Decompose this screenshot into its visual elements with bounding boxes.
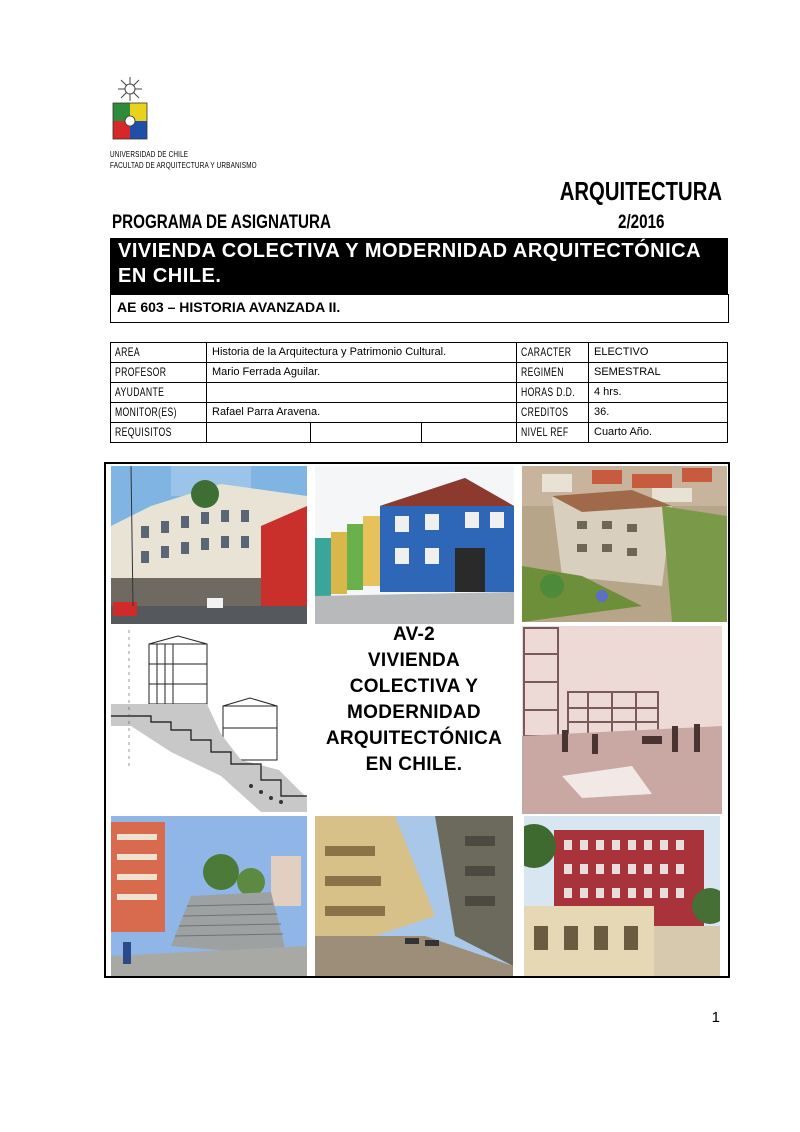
center-title-line: ARQUITECTÓNICA [325, 728, 503, 749]
regimen-label-cell: REGIMEN [517, 363, 589, 383]
requisitos-value-cell-3 [422, 423, 517, 442]
center-title-line: EN CHILE. [365, 754, 463, 775]
profesor-value-cell: Mario Ferrada Aguilar. [207, 363, 517, 383]
center-title-line: VIVIENDA [367, 650, 461, 671]
info-table [110, 342, 728, 443]
caracter-label-cell: CARACTER [517, 343, 589, 363]
profesor-label-cell: PROFESOR [111, 363, 207, 383]
photo-collage [104, 462, 730, 978]
center-title-line: AV-2 [392, 624, 436, 645]
monitores-label-cell: MONITOR(ES) [111, 403, 207, 423]
creditos-value-cell: 36. [589, 403, 727, 423]
university-logo [110, 75, 150, 147]
ayudante-value-cell [207, 383, 517, 403]
period: 2/2016 [618, 212, 665, 233]
area-value-cell: Historia de la Arquitectura y Patrimonio Cultural. [207, 343, 517, 363]
horas-value-cell: 4 hrs. [589, 383, 727, 403]
course-title-box [110, 238, 728, 294]
course-title-line-1: VIVIENDA COLECTIVA Y MODERNIDAD ARQUITECTÓNICA [118, 240, 702, 262]
photo-stairs-buildings [111, 816, 307, 976]
drawing-section [111, 630, 307, 812]
page-number: 1 [711, 1009, 720, 1026]
photo-street-building [111, 466, 307, 624]
course-code-box [110, 294, 729, 323]
course-code: AE 603 – HISTORIA AVANZADA II. [117, 299, 341, 315]
monitores-value-cell: Rafael Parra Aravena. [207, 403, 517, 423]
photo-hillside-housing [522, 466, 727, 622]
nivel-label-cell: NIVEL REF [517, 423, 589, 442]
center-title-line: COLECTIVA Y [349, 676, 479, 697]
center-title-line: MODERNIDAD [347, 702, 481, 723]
caracter-value-cell: ELECTIVO [589, 343, 727, 363]
requisitos-value-cell-2 [311, 423, 422, 442]
ayudante-label-cell: AYUDANTE [111, 383, 207, 403]
creditos-label-cell: CREDITOS [517, 403, 589, 423]
horas-label-cell: HORAS D.D. [517, 383, 589, 403]
nivel-value-cell: Cuarto Año. [594, 426, 653, 438]
collage-center-title [314, 622, 514, 778]
career-title: ARQUITECTURA [559, 176, 722, 206]
area-label-cell: AREA [111, 343, 207, 363]
photo-narrow-street [315, 816, 513, 976]
program-label: PROGRAMA DE ASIGNATURA [112, 212, 331, 233]
faculty-name: FACULTAD DE ARQUITECTURA Y URBANISMO [110, 161, 257, 170]
university-name: UNIVERSIDAD DE CHILE [110, 150, 189, 159]
photo-red-building [524, 816, 720, 976]
photo-construction-site [522, 626, 722, 814]
photo-colorful-houses [315, 466, 514, 624]
requisitos-value-cell-1 [207, 423, 311, 442]
course-title-line-2: EN CHILE. [118, 265, 222, 287]
requisitos-label-cell: REQUISITOS [111, 423, 207, 442]
regimen-value-cell: SEMESTRAL [589, 363, 727, 383]
